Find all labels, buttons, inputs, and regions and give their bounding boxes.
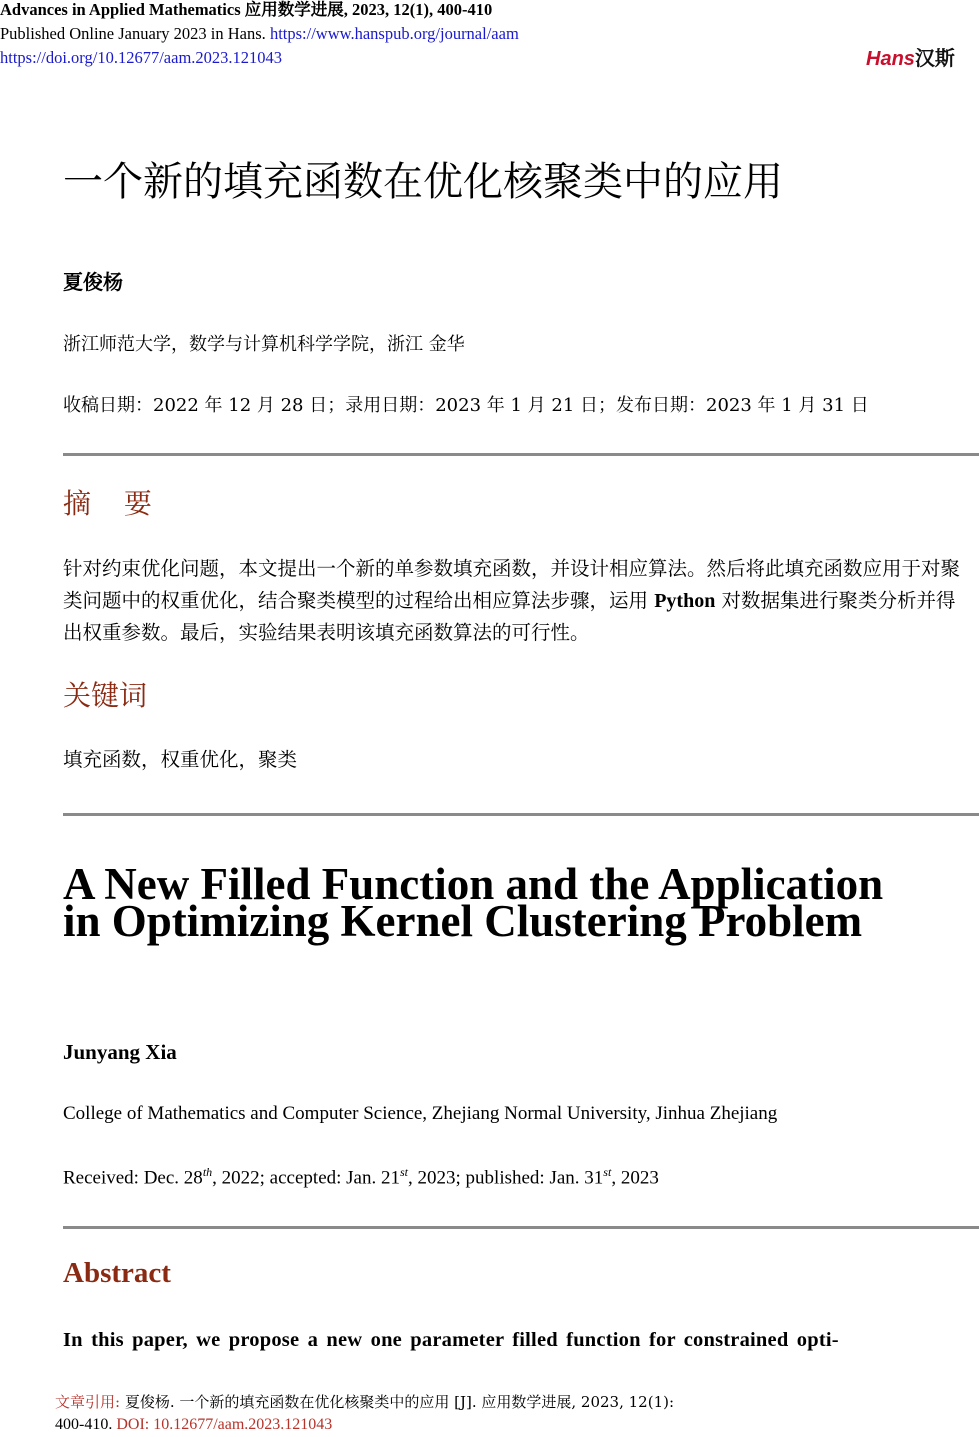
journal-citation: Advances in Applied Mathematics 应用数学进展, 2023, 12(1), 400-410: [0, 0, 493, 19]
dates-en: Received: Dec. 28th, 2022; accepted: Jan. 21st, 2023; published: Jan. 31st, 2023: [63, 1165, 659, 1189]
divider: [63, 453, 979, 456]
hans-logo: Hans汉斯: [866, 48, 955, 70]
journal-link[interactable]: https://www.hanspub.org/journal/aam: [269, 24, 519, 43]
author-cn: 夏俊杨: [63, 270, 123, 294]
publication-line: [0, 22, 519, 46]
abstract-heading-cn: 摘 要: [63, 487, 164, 520]
dates-cn: 收稿日期：2022 年 12 月 28 日；录用日期：2023 年 1 月 21 日；发布日期：2023 年 1 月 31 日: [63, 395, 869, 416]
affiliation-en: College of Mathematics and Computer Science, Zhejiang Normal University, Jinhua Zhejiang: [63, 1103, 778, 1124]
doi-link[interactable]: https://doi.org/10.12677/aam.2023.121043: [0, 48, 283, 67]
keywords-heading-cn: 关键词: [63, 679, 148, 712]
citation-footer: 文章引用: 夏俊杨. 一个新的填充函数在优化核聚类中的应用 [J]. 应用数学进展, 2023, 12(1):: [55, 1393, 675, 1411]
author-en: Junyang Xia: [63, 1040, 177, 1064]
abstract-en: In this paper, we propose a new one parameter filled function for constrained opti-: [63, 1329, 839, 1351]
abstract-cn: 针对约束优化问题，本文提出一个新的单参数填充函数，并设计相应算法。然后将此填充函数应用于对聚类问题中的权重优化，结合聚类模型的过程给出相应算法步骤，运用 Python 对数据集进行聚类分析并得出权重参数。最后，实验结果表明该填充函数算法的可行性。: [63, 557, 961, 644]
keywords-cn: 填充函数，权重优化，聚类: [63, 748, 298, 771]
title-cn: 一个新的填充函数在优化核聚类中的应用: [63, 159, 783, 205]
citation-footer-line2: 400-410. DOI: 10.12677/aam.2023.121043: [55, 1416, 333, 1433]
divider: [63, 1226, 979, 1229]
divider: [63, 813, 979, 816]
cite-label: 文章引用:: [55, 1393, 121, 1411]
affiliation-cn: 浙江师范大学，数学与计算机科学学院，浙江 金华: [63, 334, 465, 355]
published-prefix: Published Online January 2023 in Hans.: [0, 24, 266, 43]
footer-doi-link[interactable]: DOI: 10.12677/aam.2023.121043: [116, 1416, 333, 1433]
python-term: Python: [654, 590, 716, 612]
abstract-heading-en: Abstract: [63, 1257, 171, 1289]
title-en: A New Filled Function and the Application in Optimizing Kernel Clustering Problem: [63, 859, 884, 946]
